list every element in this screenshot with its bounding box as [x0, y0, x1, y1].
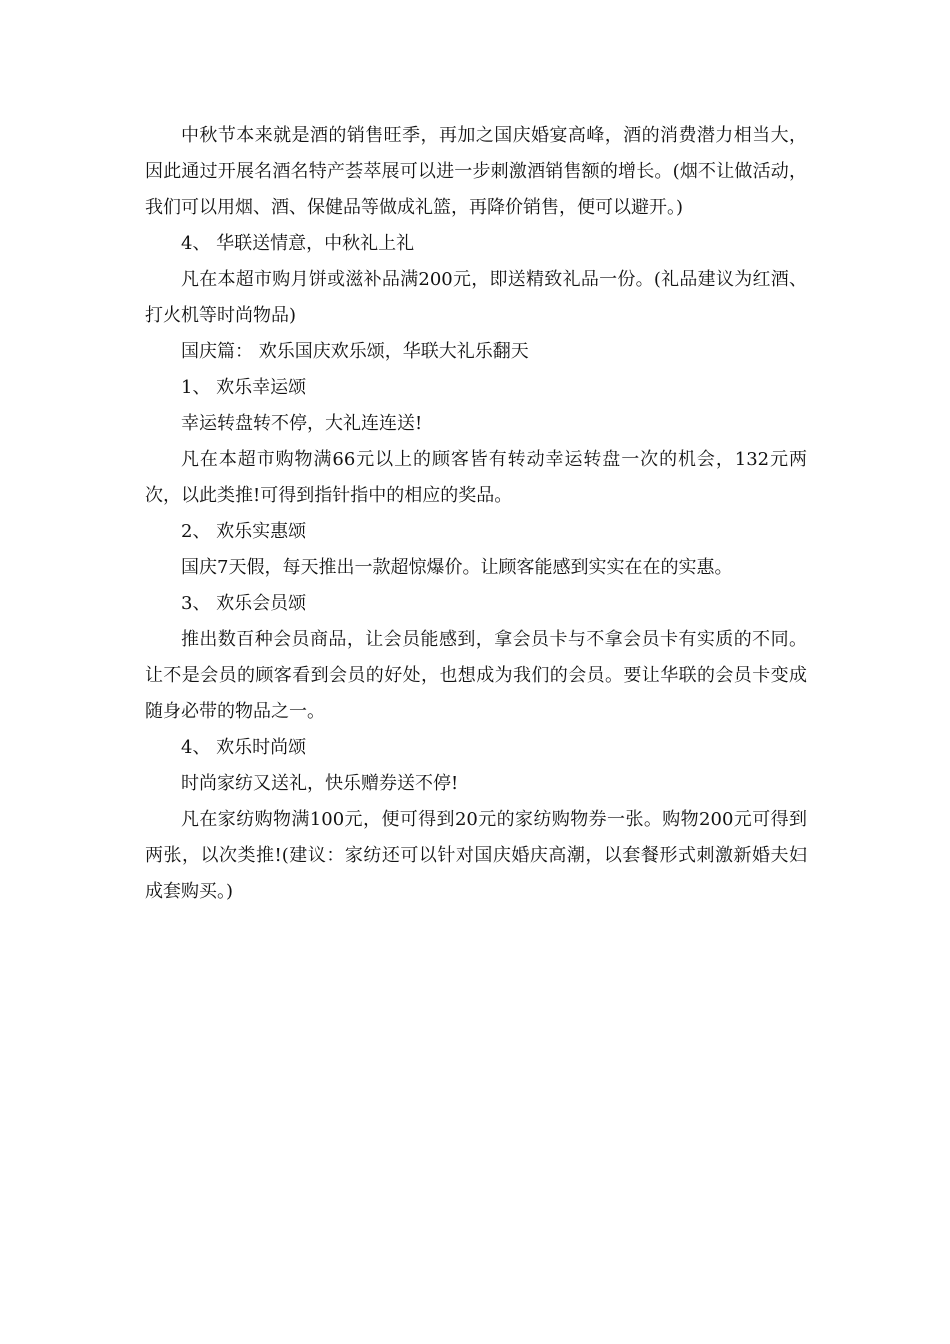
paragraph-discount: 国庆7天假，每天推出一款超惊爆价。让顾客能感到实实在在的实惠。 — [181, 557, 733, 578]
paragraph-lucky-wheel-slogan: 幸运转盘转不停，大礼连连送! — [181, 413, 423, 434]
paragraph-fashion-slogan: 时尚家纺又送礼，快乐赠券送不停! — [181, 773, 459, 794]
heading-national-day: 国庆篇： 欢乐国庆欢乐颂，华联大礼乐翻天 — [181, 341, 529, 362]
paragraph-mooncake-gift: 凡在本超市购月饼或滋补品满200元，即送精致礼品一份。(礼品建议为红酒、打火机等时尚物品) — [145, 269, 807, 326]
paragraph-lucky-wheel-rules: 凡在本超市购物满66元以上的顾客皆有转动幸运转盘一次的机会，132元两次，以此类推!可得到指针指中的相应的奖品。 — [145, 449, 807, 506]
heading-lucky-wheel: 1、 欢乐幸运颂 — [181, 377, 307, 398]
heading-mid-autumn-gift: 4、 华联送情意，中秋礼上礼 — [181, 233, 415, 254]
paragraph-membership: 推出数百种会员商品，让会员能感到，拿会员卡与不拿会员卡有实质的不同。让不是会员的顾客看到会员的好处，也想成为我们的会员。要让华联的会员卡变成随身必带的物品之一。 — [145, 629, 807, 722]
heading-discount: 2、 欢乐实惠颂 — [181, 521, 307, 542]
heading-fashion: 4、 欢乐时尚颂 — [181, 737, 307, 758]
paragraph-liquor-promotion: 中秋节本来就是酒的销售旺季，再加之国庆婚宴高峰，酒的消费潜力相当大，因此通过开展名酒名特产荟萃展可以进一步刺激酒销售额的增长。(烟不让做活动，我们可以用烟、酒、保健品等做成礼篮，再降价销售，便可以避开。) — [145, 125, 807, 218]
heading-membership: 3、 欢乐会员颂 — [181, 593, 307, 614]
paragraph-fashion-rules: 凡在家纺购物满100元，便可得到20元的家纺购物券一张。购物200元可得到两张，以次类推!(建议：家纺还可以针对国庆婚庆高潮，以套餐形式刺激新婚夫妇成套购买。) — [145, 809, 807, 902]
document-body — [145, 118, 807, 910]
